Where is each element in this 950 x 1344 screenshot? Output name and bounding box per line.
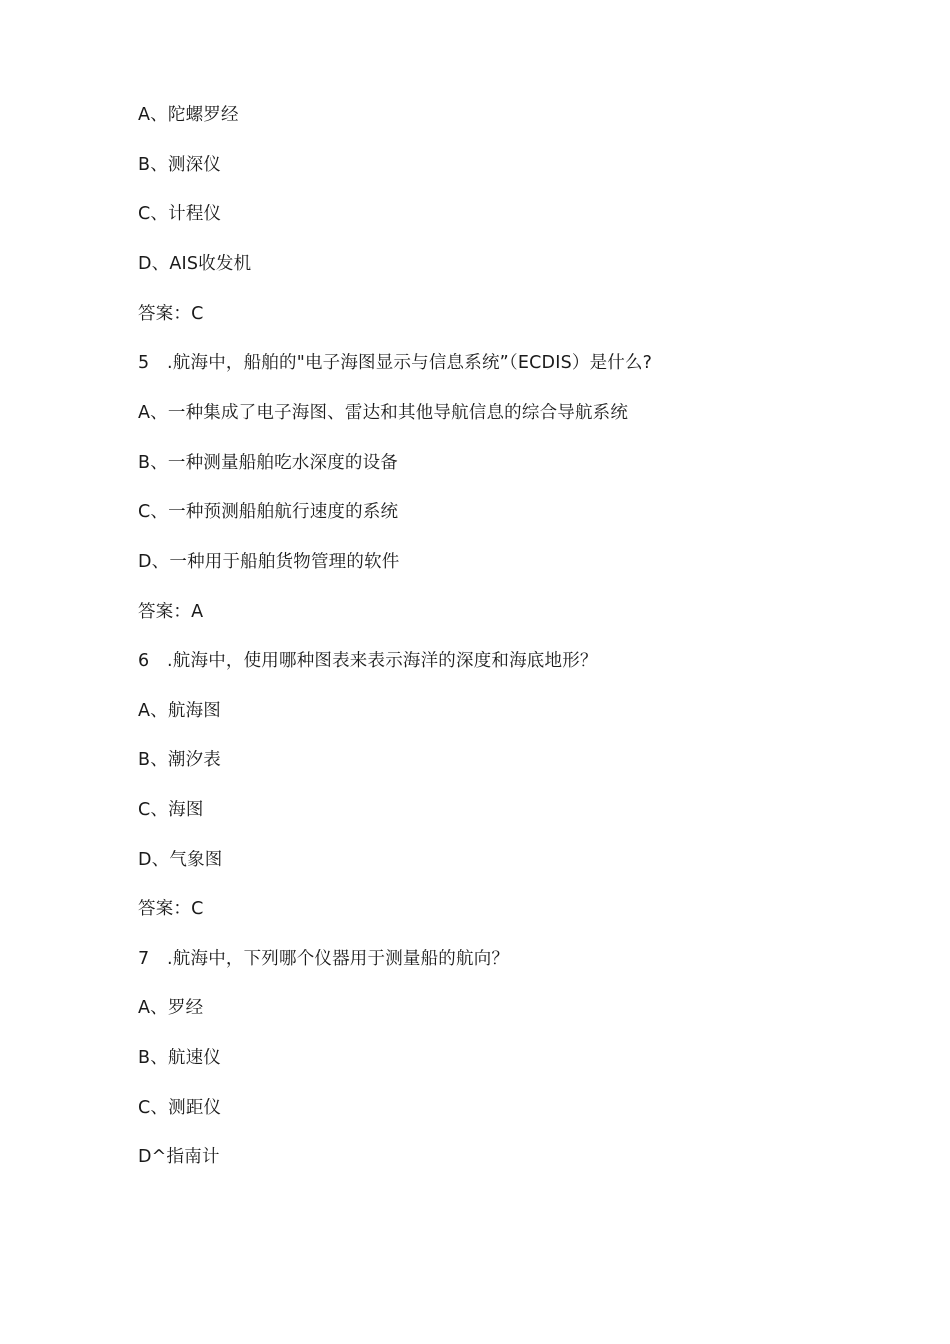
answer-q6: 答案：C bbox=[138, 899, 204, 919]
question-5: 5 .航海中，船舶的"电子海图显示与信息系统”（ECDIS）是什么? bbox=[138, 353, 653, 373]
option-b-echo-sounder: B、测深仪 bbox=[138, 155, 222, 175]
q6-option-c: C、海图 bbox=[138, 800, 204, 820]
q5-option-a: A、一种集成了电子海图、雷达和其他导航信息的综合导航系统 bbox=[138, 403, 629, 423]
q5-option-c: C、一种预测船舶航行速度的系统 bbox=[138, 502, 399, 522]
q5-option-d: D、一种用于船舶货物管理的软件 bbox=[138, 552, 400, 572]
q7-option-a: A、罗经 bbox=[138, 998, 204, 1018]
q6-option-d: D、气象图 bbox=[138, 850, 223, 870]
option-d-ais-transceiver: D、AIS收发机 bbox=[138, 254, 252, 274]
q6-option-b: B、潮汐表 bbox=[138, 750, 222, 770]
q6-option-a: A、航海图 bbox=[138, 701, 221, 721]
option-c-speed-log: C、计程仪 bbox=[138, 204, 222, 224]
question-7: 7 .航海中，下列哪个仪器用于测量船的航向？ bbox=[138, 949, 510, 969]
answer-q4: 答案：C bbox=[138, 304, 204, 324]
q5-option-b: B、一种测量船舶吃水深度的设备 bbox=[138, 453, 399, 473]
q7-option-d: D^指南计 bbox=[138, 1147, 220, 1167]
q7-option-b: B、航速仪 bbox=[138, 1048, 222, 1068]
question-6: 6 .航海中，使用哪种图表来表示海洋的深度和海底地形？ bbox=[138, 651, 598, 671]
answer-q5: 答案：A bbox=[138, 602, 204, 622]
q7-option-c: C、测距仪 bbox=[138, 1098, 222, 1118]
option-a-gyrocompass: A、陀螺罗经 bbox=[138, 105, 239, 125]
